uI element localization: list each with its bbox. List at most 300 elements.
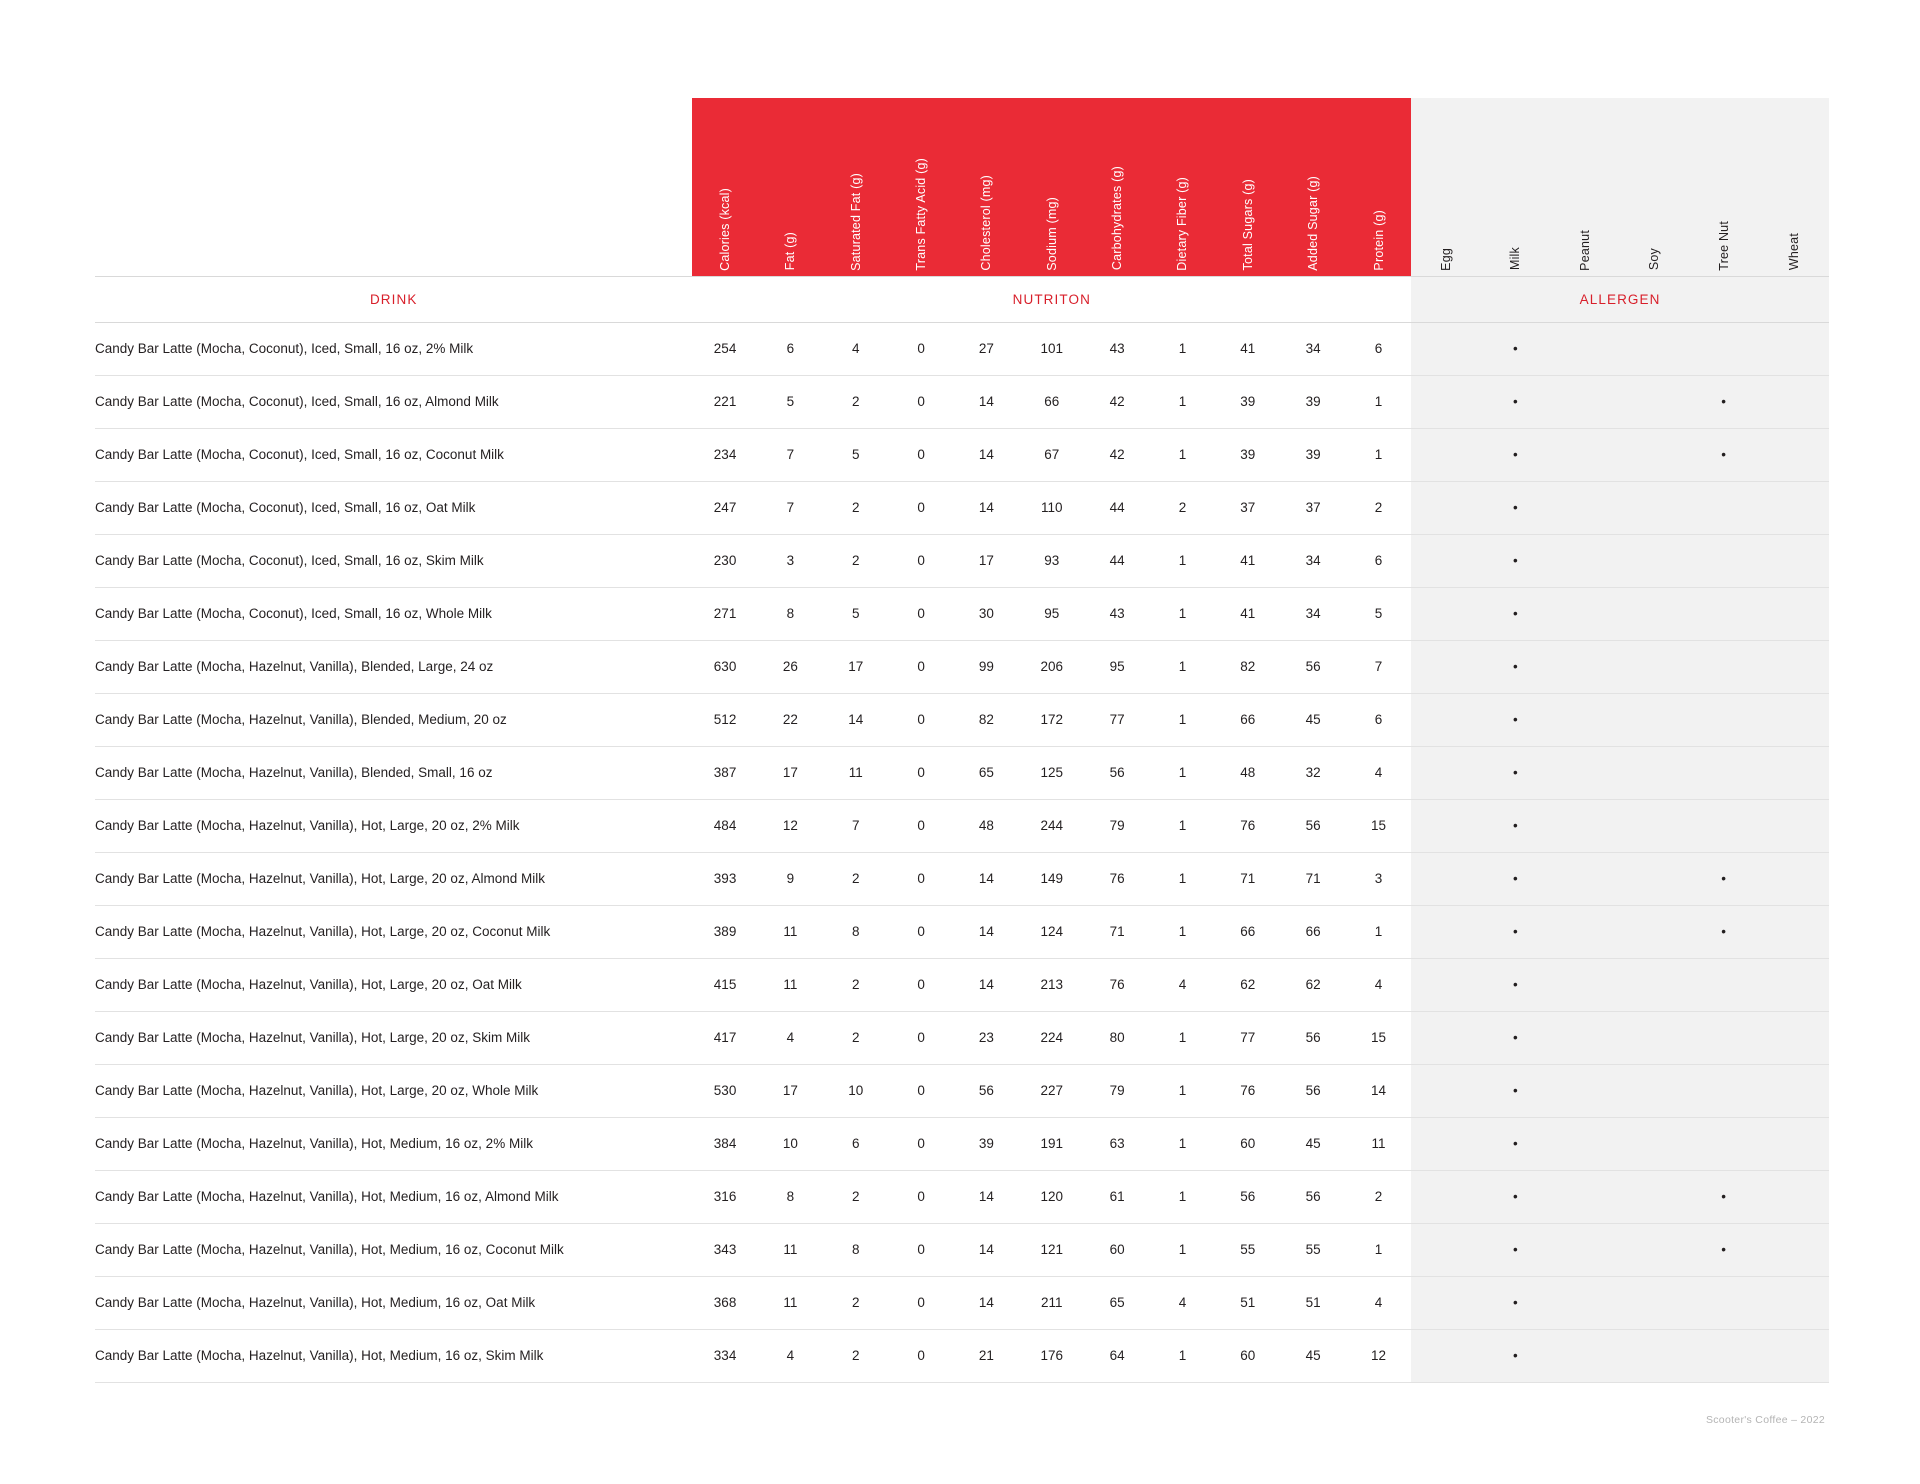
header-protein: Protein (g) — [1346, 98, 1411, 276]
cell-fat: 3 — [758, 534, 823, 587]
cell-added-sugar: 45 — [1280, 1117, 1345, 1170]
cell-trans-fatty-acid: 0 — [888, 693, 953, 746]
cell-protein: 6 — [1346, 693, 1411, 746]
cell-allergen-egg — [1411, 428, 1480, 481]
cell-saturated-fat: 2 — [823, 534, 888, 587]
drink-name: Candy Bar Latte (Mocha, Hazelnut, Vanilla), Hot, Large, 20 oz, Almond Milk — [95, 852, 692, 905]
cell-trans-fatty-acid: 0 — [888, 1064, 953, 1117]
cell-allergen-egg — [1411, 958, 1480, 1011]
cell-protein: 1 — [1346, 905, 1411, 958]
cell-allergen-tree-nut: • — [1689, 1170, 1758, 1223]
cell-total-sugars: 41 — [1215, 322, 1280, 375]
cell-added-sugar: 34 — [1280, 587, 1345, 640]
header-trans-fatty-acid: Trans Fatty Acid (g) — [888, 98, 953, 276]
header-allergen-milk: Milk — [1481, 98, 1550, 276]
cell-dietary-fiber: 1 — [1150, 1223, 1215, 1276]
cell-allergen-milk: • — [1481, 1117, 1550, 1170]
cell-carbohydrates: 60 — [1084, 1223, 1149, 1276]
cell-allergen-egg — [1411, 799, 1480, 852]
cell-cholesterol: 99 — [954, 640, 1019, 693]
cell-saturated-fat: 2 — [823, 1276, 888, 1329]
cell-added-sugar: 45 — [1280, 693, 1345, 746]
cell-sodium: 93 — [1019, 534, 1084, 587]
cell-protein: 14 — [1346, 1064, 1411, 1117]
cell-total-sugars: 60 — [1215, 1117, 1280, 1170]
cell-added-sugar: 56 — [1280, 799, 1345, 852]
cell-fat: 11 — [758, 1276, 823, 1329]
cell-allergen-wheat — [1758, 640, 1829, 693]
cell-cholesterol: 82 — [954, 693, 1019, 746]
cell-allergen-tree-nut — [1689, 534, 1758, 587]
cell-allergen-soy — [1619, 693, 1688, 746]
section-label-drink: DRINK — [95, 276, 692, 322]
cell-protein: 3 — [1346, 852, 1411, 905]
cell-trans-fatty-acid: 0 — [888, 1011, 953, 1064]
cell-allergen-tree-nut — [1689, 1064, 1758, 1117]
cell-protein: 12 — [1346, 1329, 1411, 1382]
cell-dietary-fiber: 1 — [1150, 852, 1215, 905]
cell-calories: 530 — [692, 1064, 757, 1117]
cell-allergen-soy — [1619, 958, 1688, 1011]
cell-carbohydrates: 44 — [1084, 534, 1149, 587]
cell-total-sugars: 39 — [1215, 428, 1280, 481]
cell-cholesterol: 14 — [954, 852, 1019, 905]
cell-allergen-egg — [1411, 852, 1480, 905]
cell-trans-fatty-acid: 0 — [888, 640, 953, 693]
cell-allergen-egg — [1411, 1117, 1480, 1170]
cell-calories: 630 — [692, 640, 757, 693]
cell-total-sugars: 77 — [1215, 1011, 1280, 1064]
cell-added-sugar: 37 — [1280, 481, 1345, 534]
cell-cholesterol: 14 — [954, 375, 1019, 428]
cell-total-sugars: 37 — [1215, 481, 1280, 534]
cell-added-sugar: 66 — [1280, 905, 1345, 958]
cell-cholesterol: 14 — [954, 905, 1019, 958]
cell-total-sugars: 82 — [1215, 640, 1280, 693]
cell-allergen-milk: • — [1481, 693, 1550, 746]
cell-cholesterol: 14 — [954, 958, 1019, 1011]
cell-allergen-tree-nut — [1689, 322, 1758, 375]
header-allergen-egg: Egg — [1411, 98, 1480, 276]
cell-allergen-peanut — [1550, 799, 1619, 852]
table-row — [95, 1064, 1829, 1117]
drink-name: Candy Bar Latte (Mocha, Coconut), Iced, Small, 16 oz, Almond Milk — [95, 375, 692, 428]
cell-sodium: 124 — [1019, 905, 1084, 958]
cell-protein: 6 — [1346, 322, 1411, 375]
cell-carbohydrates: 63 — [1084, 1117, 1149, 1170]
cell-allergen-peanut — [1550, 905, 1619, 958]
cell-saturated-fat: 8 — [823, 905, 888, 958]
cell-added-sugar: 39 — [1280, 375, 1345, 428]
cell-saturated-fat: 5 — [823, 428, 888, 481]
cell-allergen-wheat — [1758, 905, 1829, 958]
cell-saturated-fat: 5 — [823, 587, 888, 640]
section-header-row — [95, 276, 1829, 322]
cell-fat: 17 — [758, 1064, 823, 1117]
cell-allergen-wheat — [1758, 1064, 1829, 1117]
cell-allergen-soy — [1619, 852, 1688, 905]
cell-allergen-tree-nut — [1689, 1117, 1758, 1170]
cell-dietary-fiber: 1 — [1150, 1117, 1215, 1170]
cell-allergen-milk: • — [1481, 1011, 1550, 1064]
cell-allergen-tree-nut: • — [1689, 852, 1758, 905]
cell-trans-fatty-acid: 0 — [888, 1223, 953, 1276]
cell-carbohydrates: 76 — [1084, 958, 1149, 1011]
cell-allergen-peanut — [1550, 1223, 1619, 1276]
cell-cholesterol: 23 — [954, 1011, 1019, 1064]
cell-carbohydrates: 61 — [1084, 1170, 1149, 1223]
cell-saturated-fat: 4 — [823, 322, 888, 375]
drink-name: Candy Bar Latte (Mocha, Hazelnut, Vanilla), Hot, Large, 20 oz, 2% Milk — [95, 799, 692, 852]
cell-fat: 9 — [758, 852, 823, 905]
cell-allergen-egg — [1411, 322, 1480, 375]
cell-allergen-tree-nut — [1689, 693, 1758, 746]
nutrition-table — [95, 98, 1829, 1383]
cell-added-sugar: 45 — [1280, 1329, 1345, 1382]
cell-carbohydrates: 64 — [1084, 1329, 1149, 1382]
cell-saturated-fat: 10 — [823, 1064, 888, 1117]
cell-protein: 4 — [1346, 746, 1411, 799]
cell-carbohydrates: 56 — [1084, 746, 1149, 799]
cell-trans-fatty-acid: 0 — [888, 1276, 953, 1329]
cell-allergen-wheat — [1758, 587, 1829, 640]
cell-allergen-soy — [1619, 1223, 1688, 1276]
cell-allergen-milk: • — [1481, 746, 1550, 799]
cell-allergen-milk: • — [1481, 1223, 1550, 1276]
cell-protein: 6 — [1346, 534, 1411, 587]
cell-total-sugars: 76 — [1215, 799, 1280, 852]
cell-allergen-egg — [1411, 1064, 1480, 1117]
drink-name: Candy Bar Latte (Mocha, Coconut), Iced, Small, 16 oz, Oat Milk — [95, 481, 692, 534]
cell-allergen-peanut — [1550, 587, 1619, 640]
cell-carbohydrates: 76 — [1084, 852, 1149, 905]
cell-added-sugar: 71 — [1280, 852, 1345, 905]
cell-added-sugar: 39 — [1280, 428, 1345, 481]
cell-added-sugar: 56 — [1280, 1011, 1345, 1064]
cell-added-sugar: 51 — [1280, 1276, 1345, 1329]
cell-added-sugar: 62 — [1280, 958, 1345, 1011]
drink-name: Candy Bar Latte (Mocha, Hazelnut, Vanilla), Blended, Small, 16 oz — [95, 746, 692, 799]
drink-name: Candy Bar Latte (Mocha, Coconut), Iced, Small, 16 oz, Skim Milk — [95, 534, 692, 587]
table-row — [95, 958, 1829, 1011]
cell-calories: 415 — [692, 958, 757, 1011]
cell-total-sugars: 66 — [1215, 693, 1280, 746]
table-row — [95, 587, 1829, 640]
nutrition-table-container — [95, 98, 1829, 1383]
cell-allergen-soy — [1619, 1329, 1688, 1382]
cell-allergen-peanut — [1550, 693, 1619, 746]
cell-saturated-fat: 7 — [823, 799, 888, 852]
cell-calories: 230 — [692, 534, 757, 587]
drink-name: Candy Bar Latte (Mocha, Coconut), Iced, Small, 16 oz, 2% Milk — [95, 322, 692, 375]
cell-allergen-egg — [1411, 1011, 1480, 1064]
cell-allergen-soy — [1619, 1064, 1688, 1117]
cell-allergen-wheat — [1758, 481, 1829, 534]
cell-cholesterol: 17 — [954, 534, 1019, 587]
table-row — [95, 1117, 1829, 1170]
cell-calories: 334 — [692, 1329, 757, 1382]
header-fat: Fat (g) — [758, 98, 823, 276]
cell-allergen-wheat — [1758, 1170, 1829, 1223]
cell-saturated-fat: 6 — [823, 1117, 888, 1170]
cell-fat: 5 — [758, 375, 823, 428]
cell-allergen-peanut — [1550, 746, 1619, 799]
cell-allergen-soy — [1619, 322, 1688, 375]
cell-allergen-tree-nut: • — [1689, 905, 1758, 958]
cell-dietary-fiber: 1 — [1150, 905, 1215, 958]
cell-trans-fatty-acid: 0 — [888, 587, 953, 640]
header-added-sugar: Added Sugar (g) — [1280, 98, 1345, 276]
drink-name: Candy Bar Latte (Mocha, Hazelnut, Vanilla), Hot, Large, 20 oz, Coconut Milk — [95, 905, 692, 958]
cell-added-sugar: 34 — [1280, 534, 1345, 587]
cell-cholesterol: 14 — [954, 1223, 1019, 1276]
drink-name: Candy Bar Latte (Mocha, Coconut), Iced, Small, 16 oz, Whole Milk — [95, 587, 692, 640]
cell-allergen-tree-nut — [1689, 1011, 1758, 1064]
cell-cholesterol: 56 — [954, 1064, 1019, 1117]
cell-calories: 387 — [692, 746, 757, 799]
cell-allergen-peanut — [1550, 1276, 1619, 1329]
cell-calories: 417 — [692, 1011, 757, 1064]
cell-total-sugars: 41 — [1215, 587, 1280, 640]
cell-allergen-tree-nut — [1689, 746, 1758, 799]
cell-added-sugar: 32 — [1280, 746, 1345, 799]
cell-allergen-milk: • — [1481, 799, 1550, 852]
cell-allergen-soy — [1619, 746, 1688, 799]
section-label-nutrition: NUTRITON — [692, 276, 1411, 322]
cell-added-sugar: 56 — [1280, 1064, 1345, 1117]
drink-name: Candy Bar Latte (Mocha, Hazelnut, Vanilla), Blended, Medium, 20 oz — [95, 693, 692, 746]
cell-cholesterol: 65 — [954, 746, 1019, 799]
cell-sodium: 227 — [1019, 1064, 1084, 1117]
cell-dietary-fiber: 1 — [1150, 428, 1215, 481]
cell-saturated-fat: 2 — [823, 375, 888, 428]
cell-dietary-fiber: 1 — [1150, 693, 1215, 746]
table-row — [95, 905, 1829, 958]
cell-allergen-milk: • — [1481, 958, 1550, 1011]
table-row — [95, 322, 1829, 375]
cell-total-sugars: 76 — [1215, 1064, 1280, 1117]
cell-total-sugars: 60 — [1215, 1329, 1280, 1382]
cell-allergen-tree-nut — [1689, 958, 1758, 1011]
cell-calories: 247 — [692, 481, 757, 534]
cell-total-sugars: 39 — [1215, 375, 1280, 428]
cell-protein: 4 — [1346, 958, 1411, 1011]
cell-allergen-egg — [1411, 534, 1480, 587]
cell-cholesterol: 27 — [954, 322, 1019, 375]
cell-carbohydrates: 44 — [1084, 481, 1149, 534]
cell-allergen-egg — [1411, 905, 1480, 958]
cell-dietary-fiber: 1 — [1150, 587, 1215, 640]
cell-allergen-peanut — [1550, 852, 1619, 905]
cell-calories: 368 — [692, 1276, 757, 1329]
cell-sodium: 206 — [1019, 640, 1084, 693]
cell-trans-fatty-acid: 0 — [888, 746, 953, 799]
cell-allergen-egg — [1411, 1329, 1480, 1382]
table-body — [95, 322, 1829, 1382]
cell-calories: 393 — [692, 852, 757, 905]
cell-sodium: 120 — [1019, 1170, 1084, 1223]
cell-allergen-wheat — [1758, 534, 1829, 587]
cell-sodium: 101 — [1019, 322, 1084, 375]
header-allergen-wheat: Wheat — [1758, 98, 1829, 276]
page-footer: Scooter's Coffee – 2022 — [1705, 1414, 1825, 1426]
cell-allergen-milk: • — [1481, 1064, 1550, 1117]
cell-allergen-soy — [1619, 1117, 1688, 1170]
cell-sodium: 66 — [1019, 375, 1084, 428]
cell-allergen-egg — [1411, 693, 1480, 746]
cell-dietary-fiber: 1 — [1150, 1064, 1215, 1117]
cell-protein: 1 — [1346, 1223, 1411, 1276]
cell-calories: 221 — [692, 375, 757, 428]
drink-name: Candy Bar Latte (Mocha, Hazelnut, Vanilla), Hot, Medium, 16 oz, 2% Milk — [95, 1117, 692, 1170]
cell-allergen-soy — [1619, 799, 1688, 852]
header-carbohydrates: Carbohydrates (g) — [1084, 98, 1149, 276]
table-row — [95, 481, 1829, 534]
cell-allergen-tree-nut — [1689, 640, 1758, 693]
cell-carbohydrates: 71 — [1084, 905, 1149, 958]
cell-cholesterol: 14 — [954, 428, 1019, 481]
cell-allergen-tree-nut: • — [1689, 1223, 1758, 1276]
cell-protein: 15 — [1346, 799, 1411, 852]
cell-allergen-soy — [1619, 905, 1688, 958]
drink-name: Candy Bar Latte (Mocha, Hazelnut, Vanilla), Hot, Medium, 16 oz, Skim Milk — [95, 1329, 692, 1382]
cell-allergen-egg — [1411, 481, 1480, 534]
cell-allergen-tree-nut: • — [1689, 375, 1758, 428]
cell-protein: 4 — [1346, 1276, 1411, 1329]
cell-dietary-fiber: 4 — [1150, 958, 1215, 1011]
header-spacer — [95, 98, 692, 276]
cell-carbohydrates: 43 — [1084, 587, 1149, 640]
cell-protein: 11 — [1346, 1117, 1411, 1170]
drink-name: Candy Bar Latte (Mocha, Hazelnut, Vanilla), Hot, Medium, 16 oz, Almond Milk — [95, 1170, 692, 1223]
cell-calories: 343 — [692, 1223, 757, 1276]
cell-cholesterol: 14 — [954, 1170, 1019, 1223]
table-row — [95, 534, 1829, 587]
cell-fat: 6 — [758, 322, 823, 375]
cell-calories: 512 — [692, 693, 757, 746]
cell-allergen-peanut — [1550, 640, 1619, 693]
cell-allergen-wheat — [1758, 1011, 1829, 1064]
cell-fat: 17 — [758, 746, 823, 799]
cell-calories: 271 — [692, 587, 757, 640]
cell-carbohydrates: 42 — [1084, 428, 1149, 481]
cell-total-sugars: 71 — [1215, 852, 1280, 905]
section-label-allergen: ALLERGEN — [1411, 276, 1829, 322]
cell-allergen-egg — [1411, 640, 1480, 693]
cell-cholesterol: 21 — [954, 1329, 1019, 1382]
cell-dietary-fiber: 1 — [1150, 746, 1215, 799]
cell-allergen-milk: • — [1481, 428, 1550, 481]
cell-allergen-wheat — [1758, 428, 1829, 481]
cell-allergen-soy — [1619, 481, 1688, 534]
cell-dietary-fiber: 1 — [1150, 1329, 1215, 1382]
cell-dietary-fiber: 1 — [1150, 534, 1215, 587]
cell-saturated-fat: 14 — [823, 693, 888, 746]
cell-allergen-peanut — [1550, 428, 1619, 481]
cell-added-sugar: 56 — [1280, 1170, 1345, 1223]
cell-allergen-wheat — [1758, 1117, 1829, 1170]
cell-allergen-peanut — [1550, 322, 1619, 375]
cell-fat: 11 — [758, 958, 823, 1011]
cell-allergen-egg — [1411, 375, 1480, 428]
cell-protein: 15 — [1346, 1011, 1411, 1064]
cell-allergen-peanut — [1550, 1329, 1619, 1382]
cell-trans-fatty-acid: 0 — [888, 375, 953, 428]
cell-allergen-wheat — [1758, 1276, 1829, 1329]
cell-allergen-tree-nut — [1689, 1329, 1758, 1382]
cell-total-sugars: 55 — [1215, 1223, 1280, 1276]
table-row — [95, 1170, 1829, 1223]
cell-saturated-fat: 2 — [823, 481, 888, 534]
cell-allergen-peanut — [1550, 1170, 1619, 1223]
cell-sodium: 67 — [1019, 428, 1084, 481]
cell-allergen-tree-nut — [1689, 1276, 1758, 1329]
header-total-sugars: Total Sugars (g) — [1215, 98, 1280, 276]
drink-name: Candy Bar Latte (Mocha, Hazelnut, Vanilla), Hot, Large, 20 oz, Whole Milk — [95, 1064, 692, 1117]
cell-saturated-fat: 11 — [823, 746, 888, 799]
table-row — [95, 852, 1829, 905]
drink-name: Candy Bar Latte (Mocha, Hazelnut, Vanilla), Hot, Large, 20 oz, Skim Milk — [95, 1011, 692, 1064]
cell-calories: 484 — [692, 799, 757, 852]
cell-allergen-soy — [1619, 428, 1688, 481]
cell-sodium: 176 — [1019, 1329, 1084, 1382]
cell-dietary-fiber: 1 — [1150, 640, 1215, 693]
cell-allergen-milk: • — [1481, 1329, 1550, 1382]
cell-total-sugars: 41 — [1215, 534, 1280, 587]
cell-total-sugars: 62 — [1215, 958, 1280, 1011]
cell-calories: 384 — [692, 1117, 757, 1170]
cell-trans-fatty-acid: 0 — [888, 852, 953, 905]
cell-sodium: 110 — [1019, 481, 1084, 534]
cell-allergen-milk: • — [1481, 534, 1550, 587]
cell-allergen-wheat — [1758, 958, 1829, 1011]
cell-total-sugars: 48 — [1215, 746, 1280, 799]
cell-allergen-wheat — [1758, 746, 1829, 799]
cell-fat: 7 — [758, 481, 823, 534]
cell-total-sugars: 56 — [1215, 1170, 1280, 1223]
cell-carbohydrates: 65 — [1084, 1276, 1149, 1329]
header-calories: Calories (kcal) — [692, 98, 757, 276]
cell-dietary-fiber: 4 — [1150, 1276, 1215, 1329]
cell-protein: 2 — [1346, 1170, 1411, 1223]
cell-allergen-tree-nut: • — [1689, 428, 1758, 481]
table-row — [95, 640, 1829, 693]
cell-fat: 7 — [758, 428, 823, 481]
cell-sodium: 213 — [1019, 958, 1084, 1011]
cell-allergen-peanut — [1550, 1011, 1619, 1064]
cell-allergen-egg — [1411, 746, 1480, 799]
cell-fat: 10 — [758, 1117, 823, 1170]
cell-fat: 26 — [758, 640, 823, 693]
drink-name: Candy Bar Latte (Mocha, Hazelnut, Vanilla), Hot, Large, 20 oz, Oat Milk — [95, 958, 692, 1011]
cell-saturated-fat: 2 — [823, 958, 888, 1011]
table-row — [95, 375, 1829, 428]
table-row — [95, 1011, 1829, 1064]
cell-sodium: 172 — [1019, 693, 1084, 746]
cell-allergen-peanut — [1550, 958, 1619, 1011]
cell-allergen-tree-nut — [1689, 481, 1758, 534]
cell-carbohydrates: 77 — [1084, 693, 1149, 746]
cell-allergen-milk: • — [1481, 640, 1550, 693]
cell-trans-fatty-acid: 0 — [888, 958, 953, 1011]
cell-allergen-wheat — [1758, 1223, 1829, 1276]
cell-sodium: 211 — [1019, 1276, 1084, 1329]
cell-dietary-fiber: 1 — [1150, 799, 1215, 852]
cell-allergen-peanut — [1550, 481, 1619, 534]
cell-allergen-egg — [1411, 1223, 1480, 1276]
header-sodium: Sodium (mg) — [1019, 98, 1084, 276]
cell-carbohydrates: 80 — [1084, 1011, 1149, 1064]
